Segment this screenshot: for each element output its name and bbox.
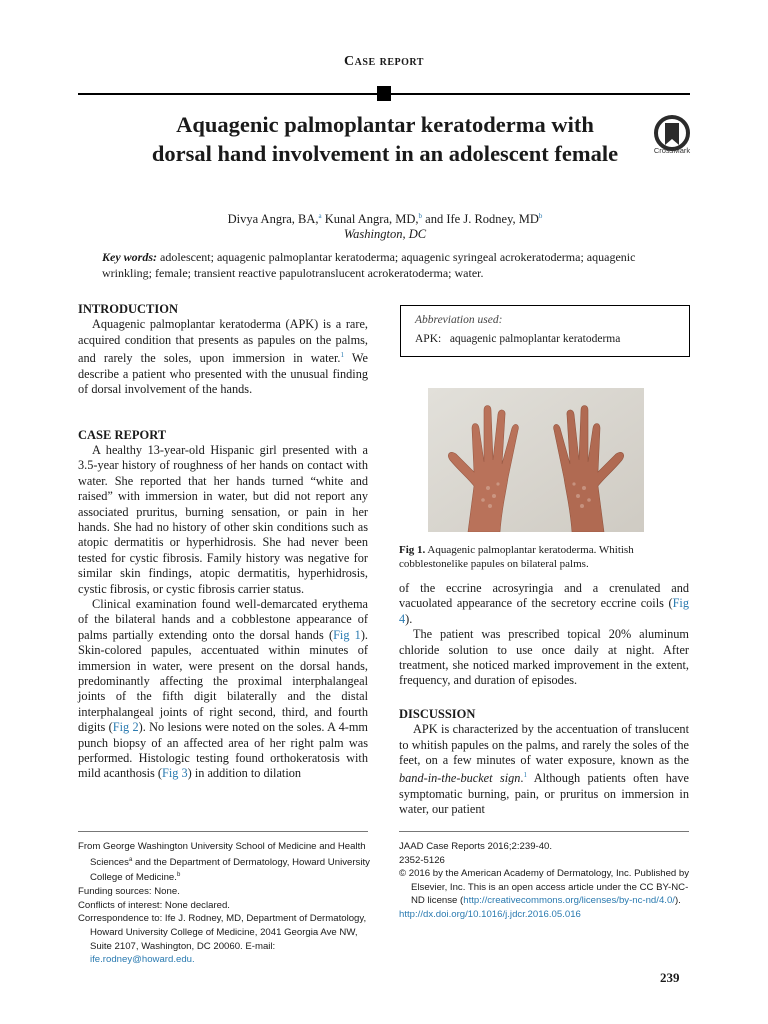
author-1-affil: a (318, 212, 322, 220)
discussion-paragraph: APK is characterized by the accentuation of translucent to whitish papules on the palms, and rarely the soles of the feet, on a few minutes of water exposure, known as the band-in-the-bucket sign.$^1$ Although patients often have symptomatic burning, pain, or pruritus on immersion in water, our patient (399, 722, 689, 817)
cont-text-a: of the eccrine acrosyringia and a crenulated and vacuolated appearance of the secretory eccrine coils ( (399, 581, 689, 611)
fig-3-link[interactable]: Fig 3 (162, 766, 188, 781)
article-title: Aquagenic palmoplantar keratoderma with dorsal hand involvement in an adolescent female (151, 112, 619, 166)
footnote-rule-right (399, 831, 689, 832)
disc-emphasis: band-in-the-bucket sign (399, 771, 521, 786)
journal-citation: JAAD Case Reports 2016;2:239-40. (399, 841, 553, 852)
author-2-affil: b (418, 212, 423, 220)
introduction-paragraph (78, 317, 368, 397)
case-continuation (399, 581, 689, 627)
funding-note: Funding sources: None. (78, 886, 180, 898)
conflicts-note: Conflicts of interest: None declared. (78, 899, 230, 911)
case-paragraph-1: A healthy 13-year-old Hispanic girl presented with a 3.5-year history of roughness of her hands on contact with water. She reported that her hands turned “white and raised” with immersion in water, but did not report any associated pruritus, burning sensation, or pain in her hands. She had no history of other skin conditions such as atopic dermatitis or hyperhidrosis. She had never been tested for cystic fibrosis. Family history was negative for similar skin findings, atopic dermatitis, hyperhidrosis, cystic fibrosis, or cystic fibrosis carrier status. (78, 442, 368, 596)
disc-text-b: Although patients often have symptomatic burning, pain, or pruritus on immersion in water, our patient (399, 771, 689, 817)
figure-1-caption-text: Aquagenic palmoplantar keratoderma. Whitish cobblestonelike papules on bilateral palms. (399, 544, 634, 570)
keywords-label: Key words: (102, 250, 157, 264)
license-link[interactable]: http://creativecommons.org/licenses/by-nc-nd/4.0/ (463, 895, 675, 907)
case-paragraph-2 (78, 597, 368, 782)
footnotes-right (399, 840, 691, 922)
author-3-affil: b (538, 212, 543, 220)
crossmark-label: CrossMark (653, 146, 691, 155)
issn: 2352-5126 (399, 854, 445, 866)
copyright-end: ). (674, 895, 681, 907)
keywords-text: adolescent; aquagenic palmoplantar keratoderma; aquagenic syringeal acrokeratoderma; aquagenic wrinkling; female; transient reactive papulotranslucent acrokeratoderma; water. (102, 250, 636, 280)
case-report-heading: CASE REPORT (78, 427, 167, 442)
fig-2-link[interactable]: Fig 2 (112, 720, 139, 735)
affil-sup-b: b (176, 872, 181, 879)
section-header: Case report (344, 54, 424, 69)
author-location: Washington, DC (343, 227, 427, 242)
footnote-rule-left (78, 831, 368, 832)
figure-1-caption (399, 543, 689, 571)
disc-text-a: APK is characterized by the accentuation of translucent to whitish papules on the palms, and rarely the soles of the feet, on a few minutes of water exposure, known as the (399, 722, 689, 768)
hands-photo (428, 388, 644, 532)
abbreviation-row (415, 333, 620, 345)
intro-citation[interactable]: 1 (340, 351, 344, 360)
author-2: Kunal Angra, MD, (321, 212, 419, 227)
abbreviation-heading: Abbreviation used: (415, 314, 503, 326)
author-list (130, 209, 640, 242)
left-column (78, 302, 368, 782)
author-3: and Ife J. Rodney, MD (422, 212, 539, 227)
abbreviation-definition: aquagenic palmoplantar keratoderma (449, 333, 621, 345)
fig-1-link[interactable]: Fig 1 (333, 627, 361, 642)
introduction-heading: INTRODUCTION (78, 302, 179, 316)
header-rule-marker (377, 86, 391, 101)
case-text-b: ). Skin-colored papules, accentuated within minutes of immersion in water, were present on the dorsal hands, predominantly affecting the proximal interphalangeal joints of the fifth digit bilaterally and the distal interphalangeal joints of right second, third, and fourth digits ( (78, 627, 368, 735)
copyright-text: © 2016 by the American Academy of Dermatology, Inc. Published by Elsevier, Inc. This is an open access article under the CC BY-NC-ND license ( (399, 868, 690, 907)
affil-sup-a: a (128, 856, 133, 863)
figure-1-label: Fig 1. (399, 544, 426, 556)
right-column (399, 581, 689, 818)
figure-1-image (428, 388, 644, 532)
disc-citation[interactable]: 1 (523, 771, 527, 780)
copyright-note (399, 867, 691, 908)
correspondence-email-link[interactable]: ife.rodney@howard.edu. (90, 954, 195, 966)
footnotes-left (78, 840, 370, 967)
discussion-heading: DISCUSSION (399, 706, 476, 721)
affil-text-a: From George Washington University School of Medicine and Health Sciences (78, 841, 366, 868)
doi-link[interactable]: http://dx.doi.org/10.1016/j.jdcr.2016.05.016 (399, 908, 581, 920)
case-text-d: ) in addition to dilation (187, 766, 302, 781)
page-number: 239 (660, 970, 680, 985)
treatment-paragraph: The patient was prescribed topical 20% aluminum chloride solution to use once daily at night. After treatment, she noticed marked improvement in the extent, frequency, and duration of episodes. (399, 627, 689, 688)
cont-text-b: ). (405, 611, 413, 626)
intro-text: Aquagenic palmoplantar keratoderma (APK) is a rare, acquired condition that presents as papules on the palms, and rarely the soles, upon immersion in water. (78, 317, 368, 366)
affiliation-note (78, 840, 370, 885)
case-text-a: Clinical examination found well-demarcated erythema of the bilateral hands and a cobblestone appearance of palms partially extending onto the dorsal hands ( (78, 597, 368, 642)
correspondence-text: Correspondence to: Ife J. Rodney, MD, Department of Dermatology, Howard University College of Medicine, 2041 Georgia Ave NW, Suite 2107, Washington, DC 20060. E-mail: (78, 913, 367, 952)
affil-text-b: and the Department of Dermatology, Howard University College of Medicine. (90, 856, 370, 884)
keywords (102, 249, 672, 281)
intro-text-end: We describe a patient who presented with the unusual finding of dorsal involvement of the hands. (78, 351, 368, 397)
fig-4-link[interactable]: Fig 4 (399, 596, 689, 626)
case-text-c: ). No lesions were noted on the soles. A 4-mm punch biopsy of an affected area of her right palm was performed. Histologic testing found orthokeratosis with mild acanthosis ( (78, 720, 368, 781)
correspondence-note (78, 912, 370, 966)
abbreviation-term: APK: (415, 333, 442, 345)
author-1: Divya Angra, BA, (227, 212, 319, 227)
abbreviation-box (400, 305, 690, 357)
